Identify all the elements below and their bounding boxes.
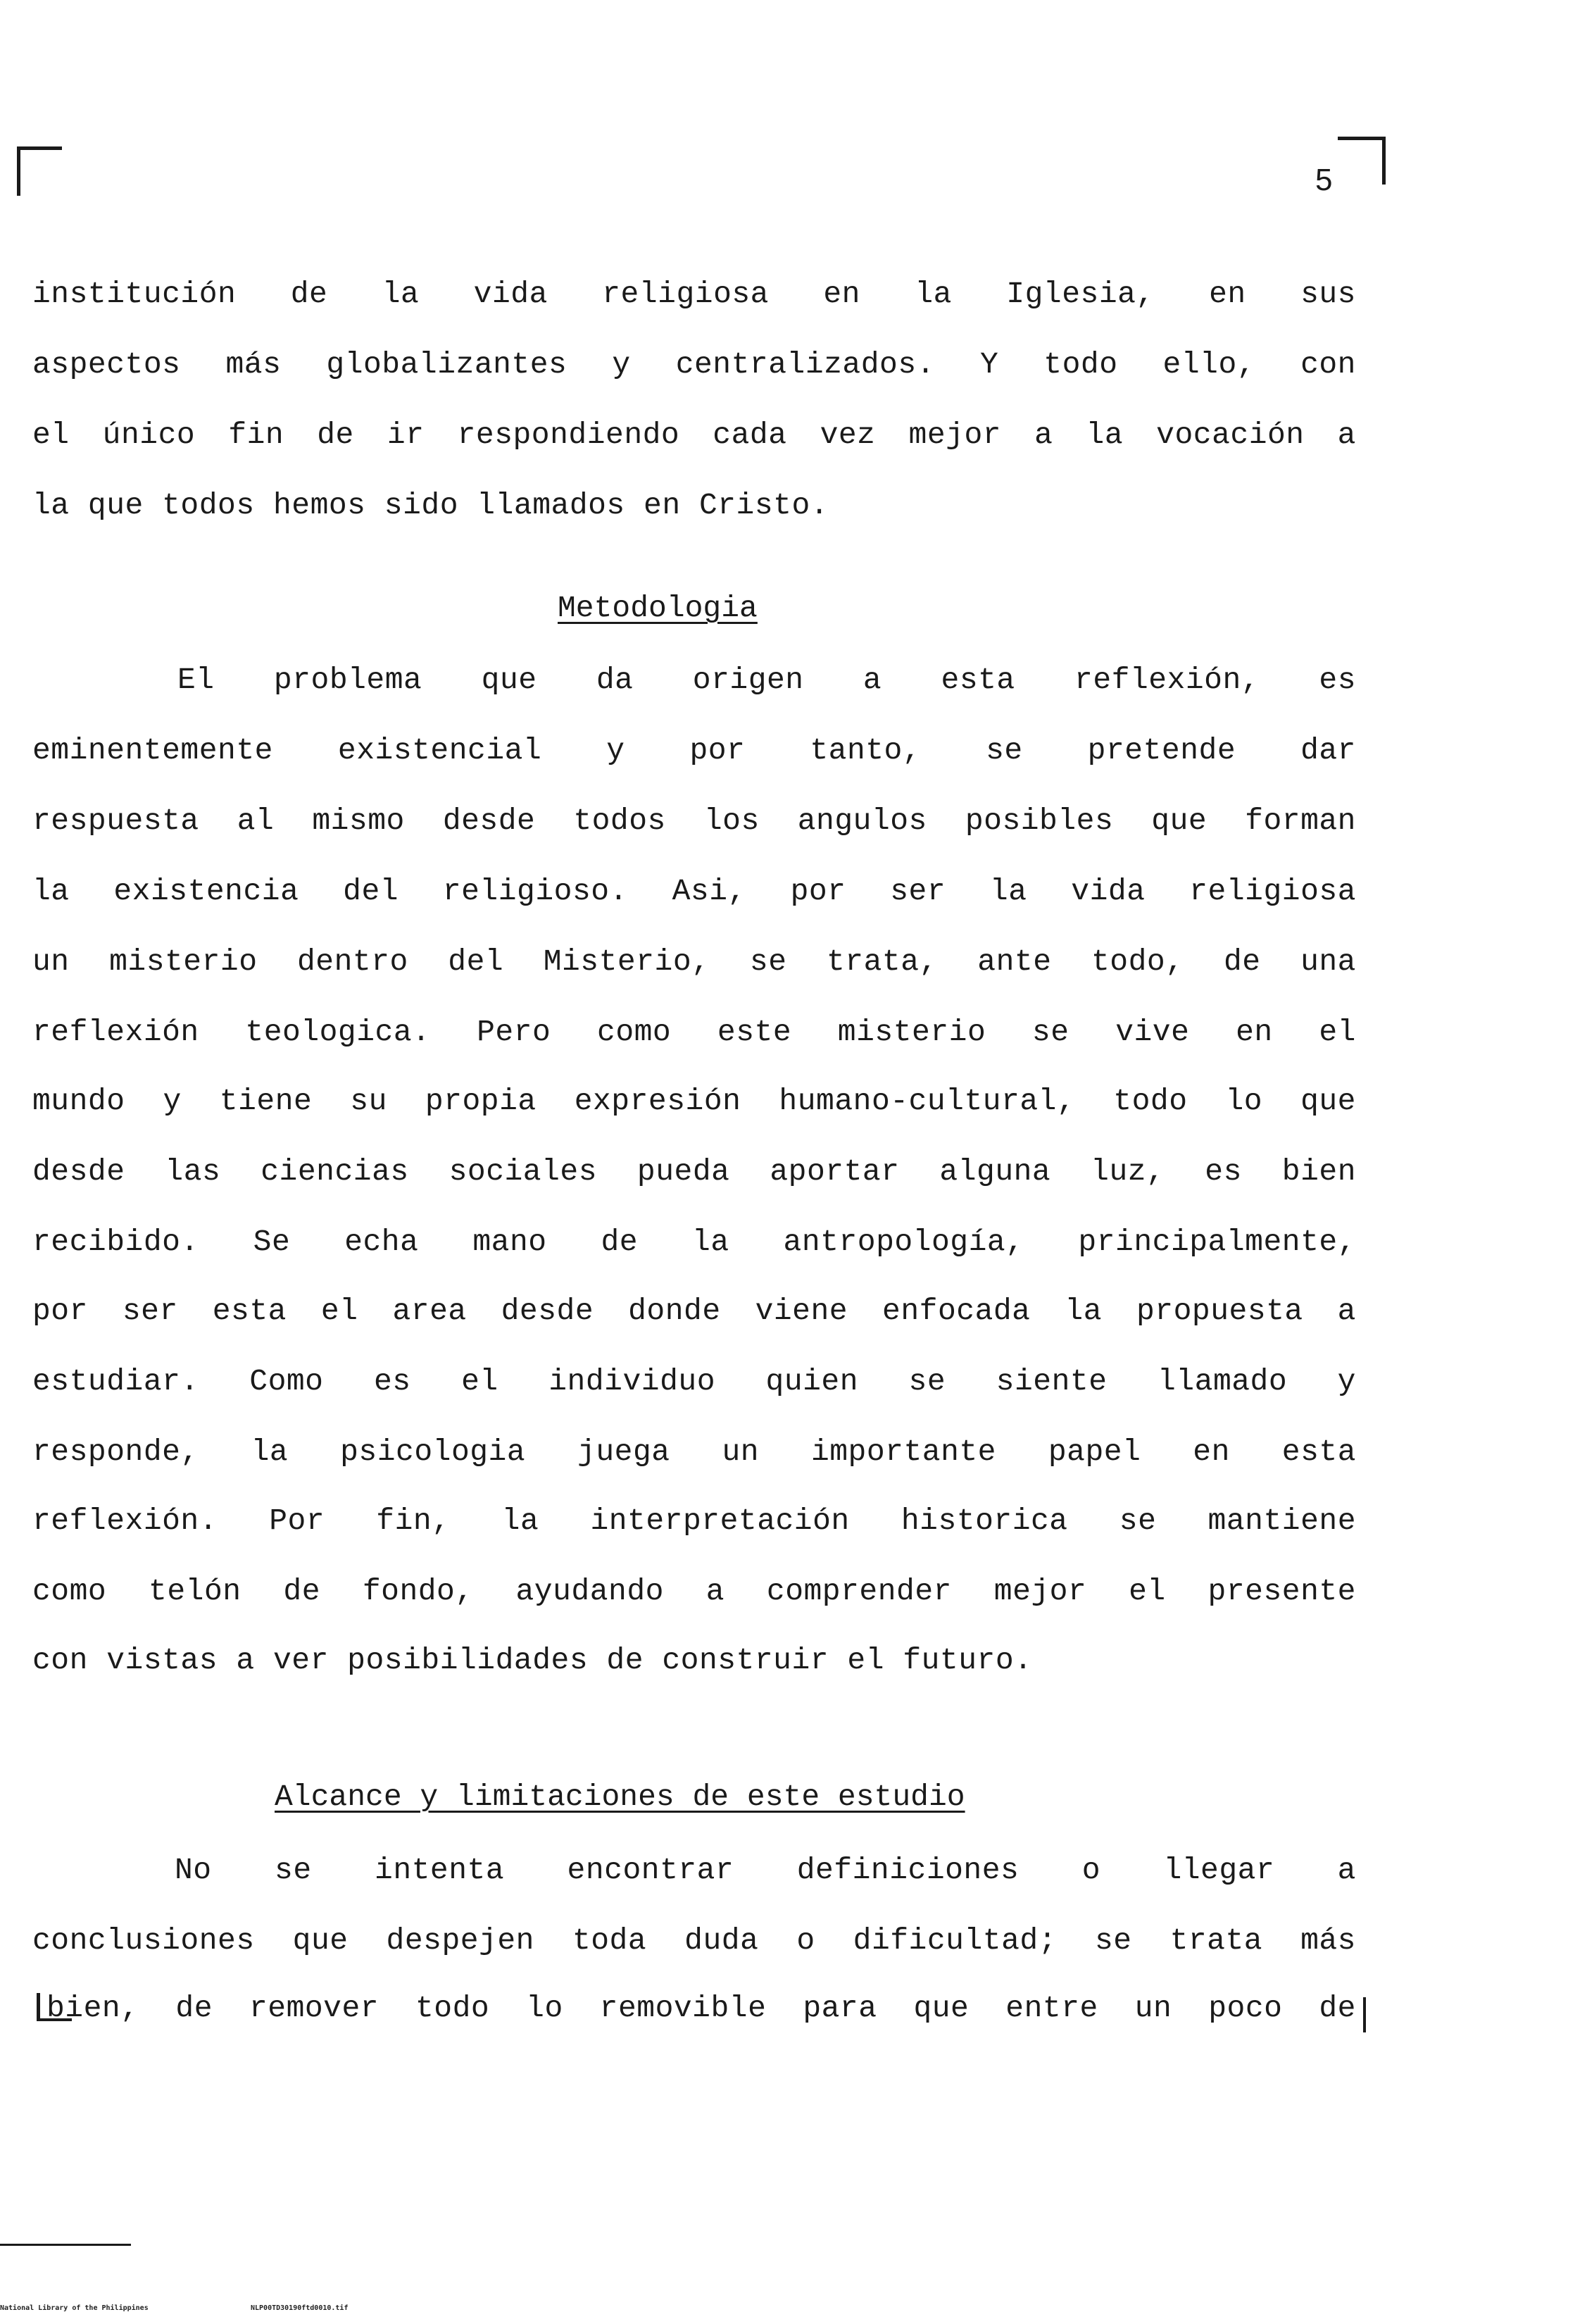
methodology-line-11: estudiar. Como es el individuo quien se siente llamado y (32, 1364, 1356, 1399)
methodology-line-2: eminentemente existencial y por tanto, se pretende dar (32, 733, 1356, 768)
heading-scope: Alcance y limitaciones de este estudio (275, 1780, 965, 1814)
methodology-line-6: reflexión teologica. Pero como este misterio se vive en el (32, 1015, 1356, 1049)
crop-mark-top-right-horizontal (1338, 137, 1386, 140)
methodology-line-15: con vistas a ver posibilidades de construir el futuro. (32, 1643, 1033, 1678)
methodology-line-5: un misterio dentro del Misterio, se trata, ante todo, de una (32, 944, 1356, 979)
footer-file-id: NLP00TD30190ftd0010.tif (251, 2304, 349, 2312)
heading-methodology: Metodologia (558, 591, 758, 625)
methodology-line-12: responde, la psicologia juega un importante papel en esta (32, 1435, 1356, 1469)
methodology-line-14: como telón de fondo, ayudando a comprender mejor el presente (32, 1574, 1356, 1608)
methodology-line-7: mundo y tiene su propia expresión humano-cultural, todo lo que (32, 1084, 1356, 1118)
crop-mark-top-right-vertical (1382, 137, 1386, 185)
intro-line-4: la que todos hemos sido llamados en Cristo. (32, 488, 829, 523)
methodology-line-10: por ser esta el area desde donde viene enfocada la propuesta a (32, 1294, 1356, 1328)
methodology-line-4: la existencia del religioso. Asi, por ser la vida religiosa (32, 874, 1356, 908)
crop-mark-top-left-horizontal (17, 146, 62, 150)
crop-mark-bottom-right-vertical (1363, 1997, 1366, 2032)
bottom-rule (0, 2244, 131, 2246)
intro-line-1: institución de la vida religiosa en la Iglesia, en sus (32, 277, 1356, 311)
scope-line-2: conclusiones que despejen toda duda o dificultad; se trata más (32, 1923, 1356, 1958)
methodology-line-13: reflexión. Por fin, la interpretación historica se mantiene (32, 1504, 1356, 1538)
methodology-line-8: desde las ciencias sociales pueda aportar alguna luz, es bien (32, 1154, 1356, 1189)
intro-line-3: el único fin de ir respondiendo cada vez mejor a la vocación a (32, 418, 1356, 452)
scope-line-1: No se intenta encontrar definiciones o llegar a (175, 1853, 1356, 1887)
methodology-line-1: El problema que da origen a esta reflexión, es (177, 663, 1356, 697)
intro-line-2: aspectos más globalizantes y centralizados. Y todo ello, con (32, 347, 1356, 382)
crop-mark-bottom-left-vertical (37, 1993, 40, 2021)
scope-line-3: bien, de remover todo lo removible para que entre un poco de (46, 1991, 1356, 2025)
methodology-line-3: respuesta al mismo desde todos los angulos posibles que forman (32, 804, 1356, 838)
crop-mark-top-left-vertical (17, 146, 20, 196)
page-number: 5 (1315, 163, 1333, 197)
methodology-line-9: recibido. Se echa mano de la antropología, principalmente, (32, 1225, 1356, 1259)
footer-library: National Library of the Philippines (0, 2304, 149, 2312)
